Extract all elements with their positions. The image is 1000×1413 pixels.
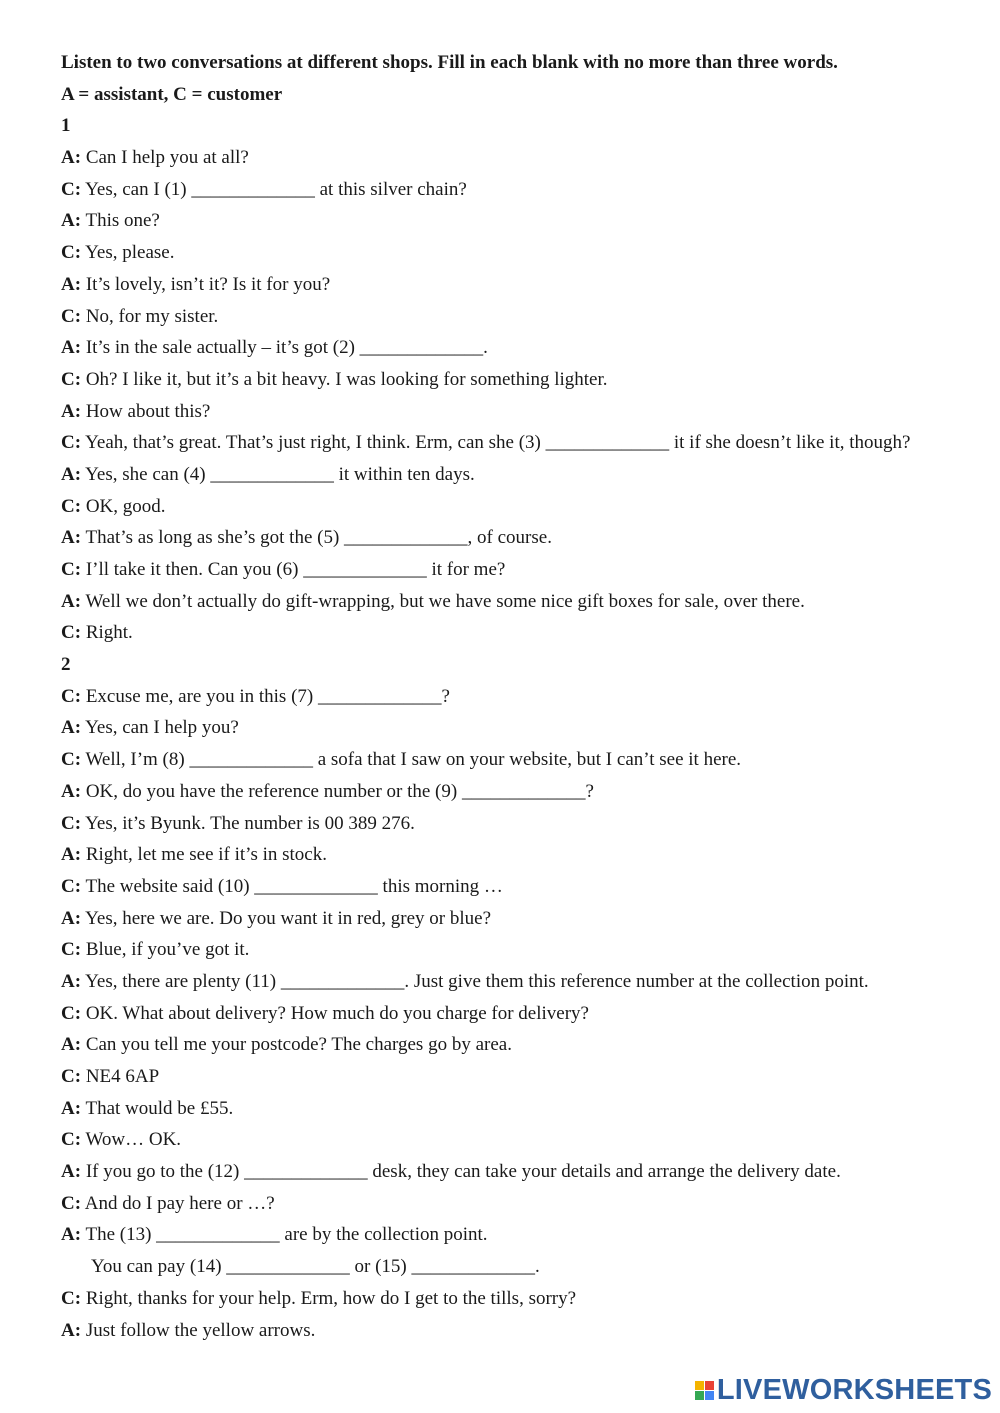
dialogue-text: Blue, if you’ve got it. (81, 939, 250, 961)
dialogue-text: Can you tell me your postcode? The charges go by area. (81, 1034, 512, 1056)
speaker-label: A: (61, 844, 82, 866)
speaker-label: A: (61, 273, 82, 295)
speaker-label: A: (61, 780, 82, 802)
dialogue-text: OK, good. (81, 495, 166, 517)
dialogue-text: Yes, can I help you? (81, 717, 239, 739)
liveworksheets-logo (695, 1374, 992, 1407)
dialogue-line (61, 1124, 941, 1156)
dialogue-text: Right, let me see if it’s in stock. (81, 844, 327, 866)
dialogue-text: Yes, she can (4) _____________ it within ten days. (81, 463, 475, 485)
dialogue-line (61, 1156, 941, 1188)
dialogue-text: Oh? I like it, but it’s a bit heavy. I was looking for something lighter. (81, 368, 608, 390)
dialogue-text: Yeah, that’s great. That’s just right, I think. Erm, can she (3) _____________ it if she doesn’t like it, though? (81, 432, 911, 454)
speaker-label: C: (61, 1066, 82, 1088)
dialogue-line (61, 237, 941, 269)
worksheet (61, 47, 941, 1346)
logo-tile-e (705, 1391, 714, 1400)
dialogue-text: NE4 6AP (81, 1066, 160, 1088)
speaker-label: C: (61, 685, 82, 707)
speaker-label: C: (61, 368, 82, 390)
dialogue-line (61, 1093, 941, 1125)
speaker-label: C: (61, 178, 82, 200)
dialogue-line (61, 396, 941, 428)
dialogue-text: Yes, here we are. Do you want it in red, grey or blue? (81, 907, 492, 929)
dialogue-text: And do I pay here or …? (81, 1192, 275, 1214)
dialogue-text: Yes, there are plenty (11) _____________. Just give them this reference number at the collection point. (81, 970, 869, 992)
speaker-label: A: (61, 1097, 82, 1119)
dialogue-line (61, 712, 941, 744)
logo-grid-icon (695, 1381, 714, 1400)
dialogue-text: That’s as long as she’s got the (5) _____________, of course. (81, 527, 552, 549)
logo-tile-l (695, 1381, 704, 1390)
dialogue-text: The website said (10) _____________ this morning … (81, 875, 503, 897)
conversation-1-number: 1 (61, 115, 71, 137)
speaker-label: A: (61, 1034, 82, 1056)
dialogue-line (61, 1029, 941, 1061)
speaker-label: C: (61, 242, 82, 264)
logo-text: LIVEWORKSHEETS (716, 1374, 992, 1406)
dialogue-line (61, 1283, 941, 1315)
conversation-2-number: 2 (61, 654, 71, 676)
dialogue-line (61, 554, 941, 586)
speaker-label: C: (61, 1002, 82, 1024)
speaker-key: A = assistant, C = customer (61, 83, 283, 105)
dialogue-line (61, 427, 941, 459)
speaker-label: C: (61, 939, 82, 961)
dialogue-line (61, 301, 941, 333)
dialogue-line (61, 459, 941, 491)
dialogue-text: Yes, please. (81, 242, 175, 264)
logo-tile-i (705, 1381, 714, 1390)
speaker-label: C: (61, 1192, 82, 1214)
dialogue-line (61, 491, 941, 523)
dialogue-line (61, 808, 941, 840)
dialogue-text: OK, do you have the reference number or the (9) _____________? (81, 780, 594, 802)
speaker-label: A: (61, 463, 82, 485)
dialogue-text: The (13) _____________ are by the collection point. (81, 1224, 488, 1246)
dialogue-text: Right, thanks for your help. Erm, how do I get to the tills, sorry? (81, 1287, 577, 1309)
dialogue-line (61, 776, 941, 808)
dialogue-text: That would be £55. (81, 1097, 234, 1119)
dialogue-text: Wow… OK. (81, 1129, 182, 1151)
dialogue-text: I’ll take it then. Can you (6) _____________ it for me? (81, 559, 506, 581)
speaker-label: C: (61, 1129, 82, 1151)
speaker-label: C: (61, 812, 82, 834)
dialogue-line (61, 681, 941, 713)
dialogue-line (61, 1251, 941, 1283)
dialogue-line (61, 586, 941, 618)
dialogue-line (61, 871, 941, 903)
dialogue-text: You can pay (14) _____________ or (15) _____________. (91, 1256, 540, 1278)
dialogue-text: Can I help you at all? (81, 147, 249, 169)
speaker-label: A: (61, 337, 82, 359)
dialogue-line (61, 269, 941, 301)
dialogue-line (61, 966, 941, 998)
speaker-label: A: (61, 590, 82, 612)
conversation-1 (61, 142, 941, 649)
speaker-label: C: (61, 749, 82, 771)
dialogue-text: This one? (81, 210, 160, 232)
dialogue-line (61, 174, 941, 206)
speaker-label: A: (61, 527, 82, 549)
dialogue-line (61, 617, 941, 649)
dialogue-line (61, 998, 941, 1030)
dialogue-text: If you go to the (12) _____________ desk, they can take your details and arrange the delivery date. (81, 1161, 841, 1183)
dialogue-text: Right. (81, 622, 133, 644)
dialogue-text: Just follow the yellow arrows. (81, 1319, 316, 1341)
dialogue-text: It’s in the sale actually – it’s got (2) _____________. (81, 337, 488, 359)
dialogue-text: Yes, it’s Byunk. The number is 00 389 276. (81, 812, 415, 834)
dialogue-text: No, for my sister. (81, 305, 219, 327)
dialogue-line (61, 903, 941, 935)
dialogue-text: Well, I’m (8) _____________ a sofa that I saw on your website, but I can’t see it here. (81, 749, 742, 771)
dialogue-line (61, 1219, 941, 1251)
dialogue-text: It’s lovely, isn’t it? Is it for you? (81, 273, 331, 295)
dialogue-line (61, 332, 941, 364)
dialogue-text: Yes, can I (1) _____________ at this silver chain? (81, 178, 467, 200)
dialogue-line (61, 205, 941, 237)
logo-tile-v (695, 1391, 704, 1400)
dialogue-line (61, 1188, 941, 1220)
speaker-label: C: (61, 432, 82, 454)
speaker-label: C: (61, 559, 82, 581)
speaker-label: A: (61, 400, 82, 422)
dialogue-text: Well we don’t actually do gift-wrapping, but we have some nice gift boxes for sale, over there. (81, 590, 805, 612)
speaker-label: A: (61, 147, 82, 169)
dialogue-line (61, 522, 941, 554)
instructions: Listen to two conversations at different shops. Fill in each blank with no more than three words. (61, 52, 838, 73)
speaker-label: A: (61, 907, 82, 929)
speaker-label: A: (61, 1319, 82, 1341)
speaker-label: A: (61, 717, 82, 739)
speaker-label: A: (61, 210, 82, 232)
speaker-label: A: (61, 1161, 82, 1183)
dialogue-line (61, 1061, 941, 1093)
dialogue-text: Excuse me, are you in this (7) _____________? (81, 685, 450, 707)
dialogue-line (61, 142, 941, 174)
speaker-label: A: (61, 970, 82, 992)
dialogue-line (61, 839, 941, 871)
conversation-2 (61, 681, 941, 1346)
dialogue-line (61, 364, 941, 396)
speaker-label: C: (61, 495, 82, 517)
speaker-label: C: (61, 622, 82, 644)
dialogue-text: How about this? (81, 400, 211, 422)
dialogue-line (61, 1315, 941, 1347)
dialogue-line (61, 934, 941, 966)
speaker-label: A: (61, 1224, 82, 1246)
speaker-label: C: (61, 875, 82, 897)
dialogue-line (61, 744, 941, 776)
dialogue-text: OK. What about delivery? How much do you charge for delivery? (81, 1002, 589, 1024)
speaker-label: C: (61, 1287, 82, 1309)
speaker-label: C: (61, 305, 82, 327)
